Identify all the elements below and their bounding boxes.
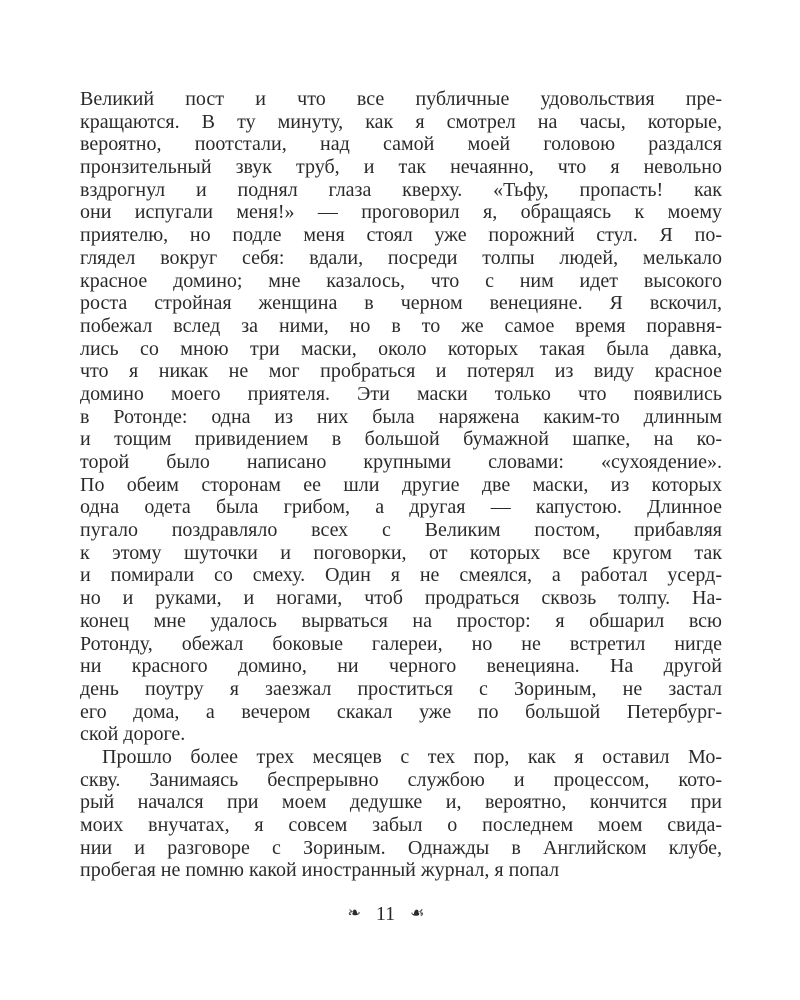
text-line: вероятно, поотстали, над самой моей головою раздался bbox=[80, 133, 722, 156]
text-line: приятелю, но подле меня стоял уже порожний стул. Я по- bbox=[80, 224, 722, 247]
text-line: лись со мною три маски, около которых такая была давка, bbox=[80, 337, 722, 360]
text-line: в Ротонде: одна из них была наряжена каким-то длинным bbox=[80, 405, 722, 428]
ornament-left-icon: ❧ bbox=[347, 905, 361, 922]
text-line: пробегая не помню какой иностранный журнал, я попал bbox=[80, 859, 560, 882]
text-line: Великий пост и что все публичные удовольствия пре- bbox=[80, 88, 722, 110]
text-line: к этому шуточки и поговорки, от которых все кругом так bbox=[80, 541, 722, 564]
text-line: но и руками, и ногами, чтоб продраться сквозь толпу. На- bbox=[80, 587, 722, 610]
text-line: одна одета была грибом, а другая — капустою. Длинное bbox=[80, 496, 722, 519]
text-line: Ротонду, обежал боковые галереи, но не встретил нигде bbox=[80, 632, 722, 655]
text-line: пугало поздравляло всех с Великим постом, прибавляя bbox=[80, 519, 722, 542]
text-line: его дома, а вечером скакал уже по большой Петербург- bbox=[80, 700, 722, 723]
text-line: пронзительный звук труб, и так нечаянно, что я невольно bbox=[80, 156, 722, 179]
text-line: побежал вслед за ними, но в то же самое время поравня- bbox=[80, 314, 722, 337]
text-line: что я никак не мог пробраться и потерял из виду красное bbox=[80, 360, 722, 383]
ornament-right-icon: ☙ bbox=[410, 905, 425, 922]
text-line: день поутру я заезжал проститься с Зориным, не застал bbox=[80, 677, 722, 700]
text-line: Прошло более трех месяцев с тех пор, как я оставил Мо- bbox=[102, 745, 722, 768]
text-line: они испугали меня!» — проговорил я, обращаясь к моему bbox=[80, 201, 722, 224]
text-line: и помирали со смеху. Один я не смеялся, а работал усерд- bbox=[80, 564, 722, 587]
text-line: и тощим привидением в большой бумажной шапке, на ко- bbox=[80, 428, 722, 451]
text-line: торой было написано крупными словами: «сухоядение». bbox=[80, 451, 722, 473]
text-line: красное домино; мне казалось, что с ним идет высокого bbox=[80, 269, 722, 292]
text-line: По обеим сторонам ее шли другие две маски, из которых bbox=[80, 473, 722, 496]
text-line: кращаются. В ту минуту, как я смотрел на часы, которые, bbox=[80, 110, 722, 133]
text-line: нии и разговоре с Зориным. Однажды в Английском клубе, bbox=[80, 836, 722, 859]
text-line: роста стройная женщина в черном венецияне. Я вскочил, bbox=[80, 292, 722, 315]
text-line: ской дороге. bbox=[80, 723, 186, 746]
body-text bbox=[80, 88, 722, 882]
text-line: домино моего приятеля. Эти маски только что появились bbox=[80, 382, 722, 405]
text-line: рый начался при моем дедушке и, вероятно, кончится при bbox=[80, 791, 722, 814]
text-line: скву. Занимаясь беспрерывно службою и процессом, кото- bbox=[80, 768, 722, 791]
text-line: вздрогнул и поднял глаза кверху. «Тьфу, пропасть! как bbox=[80, 178, 722, 201]
text-line: конец мне удалось вырваться на простор: я обшарил всю bbox=[80, 609, 722, 632]
text-line: глядел вокруг себя: вдали, посреди толпы людей, мелькало bbox=[80, 246, 722, 269]
page-footer bbox=[0, 903, 772, 926]
text-line: моих внучатах, я совсем забыл о последнем моем свида- bbox=[80, 814, 722, 836]
text-line: ни красного домино, ни черного венецияна. На другой bbox=[80, 655, 722, 678]
page-number: 11 bbox=[375, 903, 396, 925]
